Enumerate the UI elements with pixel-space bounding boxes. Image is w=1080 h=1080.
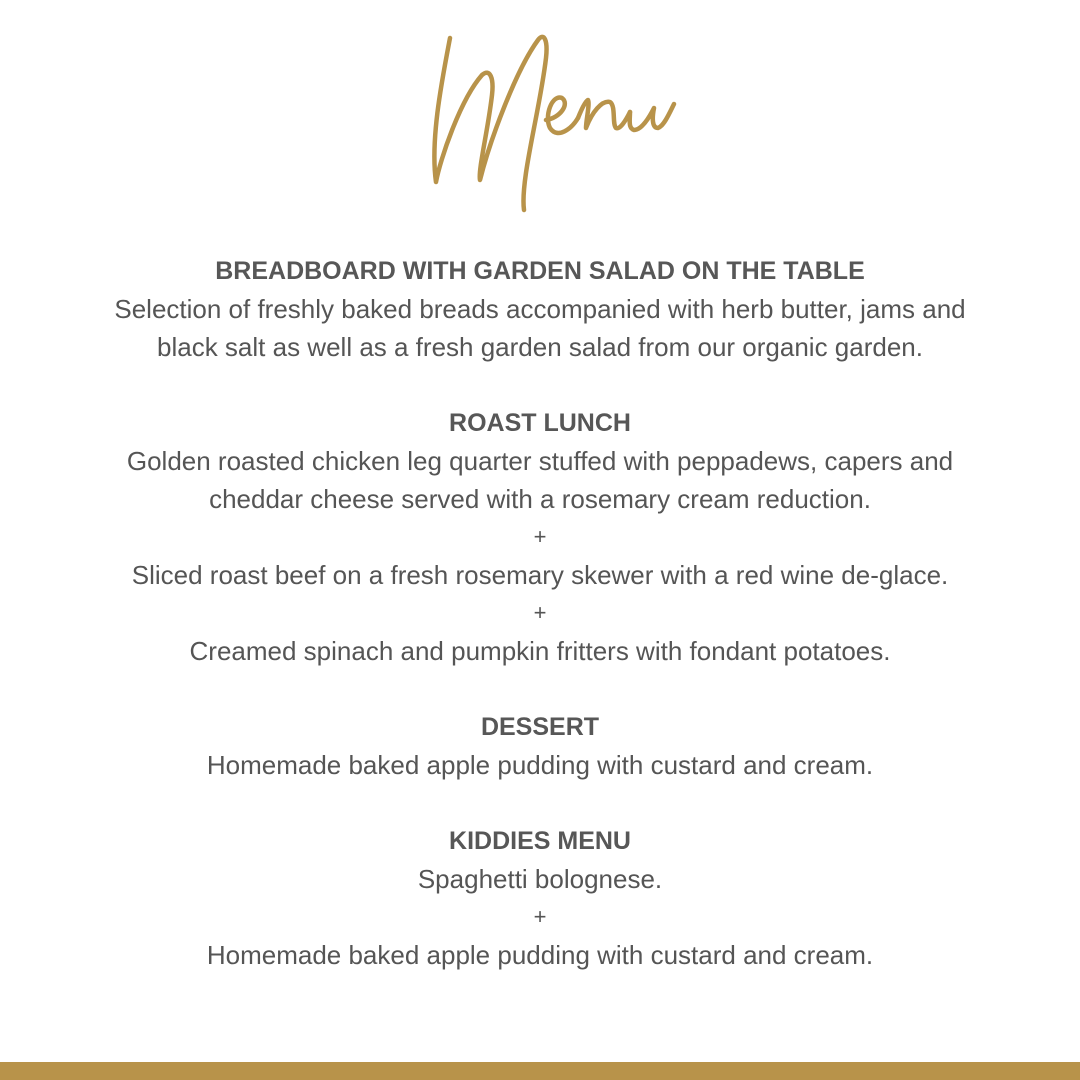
menu-section-breadboard bbox=[0, 252, 1080, 366]
menu-content bbox=[0, 252, 1080, 974]
section-heading: ROAST LUNCH bbox=[449, 409, 631, 437]
plus-separator: + bbox=[533, 904, 547, 929]
section-heading: BREADBOARD WITH GARDEN SALAD ON THE TABLE bbox=[215, 257, 865, 285]
menu-item-line: black salt as well as a fresh garden salad from our organic garden. bbox=[157, 332, 923, 362]
plus-separator: + bbox=[533, 600, 547, 625]
menu-item-line: Golden roasted chicken leg quarter stuffed with peppadews, capers and bbox=[126, 446, 954, 476]
menu-section-dessert bbox=[0, 708, 1080, 784]
menu-item-line: Spaghetti bolognese. bbox=[417, 864, 663, 894]
menu-item-line: Sliced roast beef on a fresh rosemary skewer with a red wine de-glace. bbox=[131, 560, 949, 590]
section-spacer bbox=[0, 670, 1080, 708]
section-spacer bbox=[0, 366, 1080, 404]
menu-script-logo bbox=[420, 20, 690, 220]
section-heading: DESSERT bbox=[480, 713, 600, 741]
menu-item-line: Creamed spinach and pumpkin fritters with fondant potatoes. bbox=[189, 636, 891, 666]
menu-item-line: Homemade baked apple pudding with custard and cream. bbox=[206, 750, 874, 780]
footer-accent-bar bbox=[0, 1062, 1080, 1080]
menu-item-line: Selection of freshly baked breads accompanied with herb butter, jams and bbox=[114, 294, 966, 324]
menu-section-roast-lunch bbox=[0, 404, 1080, 670]
menu-item-line: cheddar cheese served with a rosemary cream reduction. bbox=[209, 484, 871, 514]
menu-section-kiddies bbox=[0, 822, 1080, 974]
plus-separator: + bbox=[533, 524, 547, 549]
menu-title-graphic bbox=[420, 20, 690, 220]
menu-item-line: Homemade baked apple pudding with custard and cream. bbox=[206, 940, 874, 970]
section-heading: KIDDIES MENU bbox=[449, 827, 631, 855]
section-spacer bbox=[0, 784, 1080, 822]
